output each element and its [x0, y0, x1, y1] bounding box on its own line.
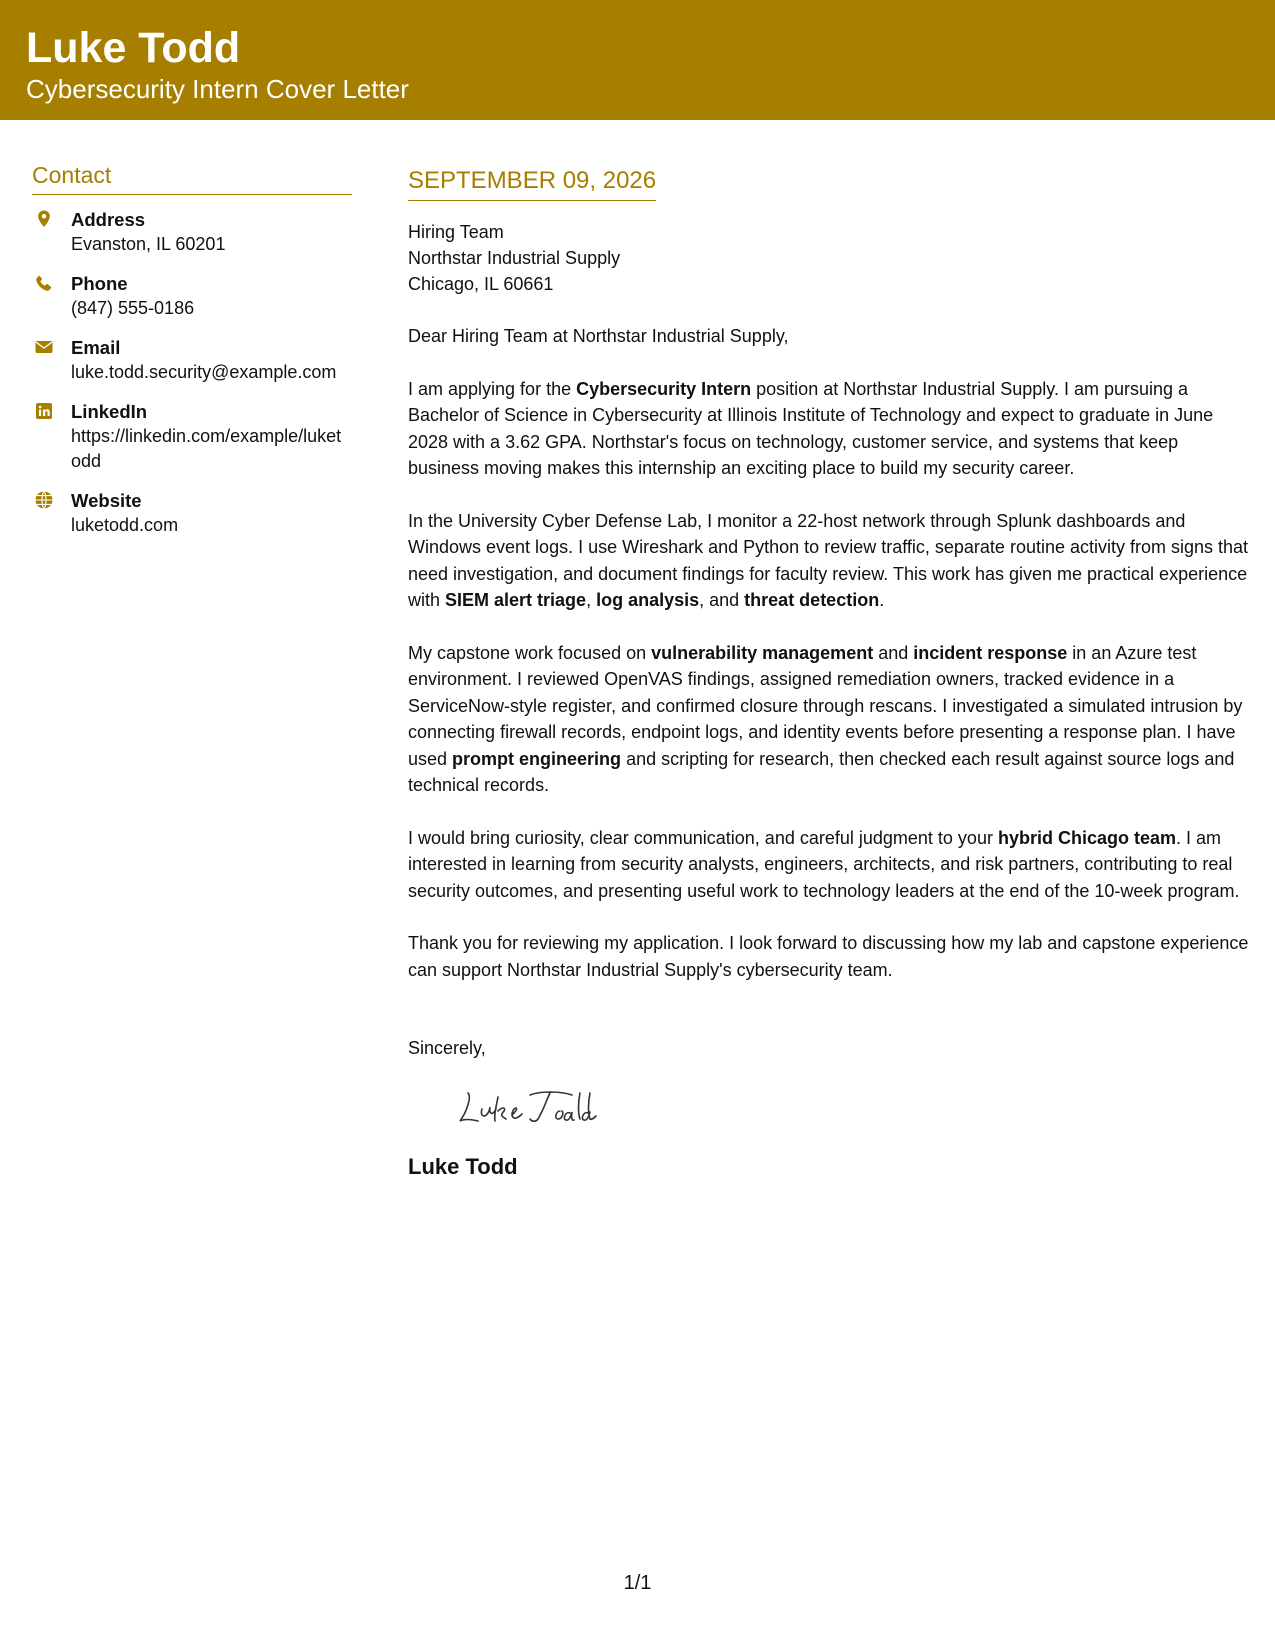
paragraph-thanks: Thank you for reviewing my application. I look forward to discussing how my lab and capstone experience can support Northstar Industrial Supply's cybersecurity team. — [408, 933, 1249, 980]
contact-value: Evanston, IL 60201 — [71, 234, 226, 254]
contact-website — [32, 488, 352, 538]
contact-email — [32, 335, 352, 385]
contact-label: Phone — [71, 273, 128, 294]
letter-body — [408, 166, 1253, 1181]
recipient-line: Chicago, IL 60661 — [408, 274, 554, 294]
paragraph-capstone: My capstone work focused on vulnerability management and incident response in an Azure test environment. I reviewed OpenVAS findings, assigned remediation owners, tracked evidence in a ServiceNow-style register, and confirmed closure through rescans. I investigated a simulated intrusion by connecting firewall records, endpoint logs, and identity events before presenting a response plan. I have used prompt engineering and scripting for research, then checked each result against source logs and technical records. — [408, 642, 1243, 795]
contact-label: Website — [71, 490, 142, 511]
contact-phone — [32, 271, 352, 321]
map-pin-icon — [34, 209, 54, 229]
signed-name: Luke Todd — [408, 1154, 518, 1179]
contact-value: https://linkedin.com/example/luketodd — [71, 426, 342, 471]
contact-value: luketodd.com — [71, 515, 179, 535]
contact-value: (847) 555-0186 — [71, 298, 195, 318]
applicant-name: Luke Todd — [26, 24, 241, 72]
contact-linkedin — [32, 399, 352, 474]
contact-sidebar — [32, 160, 352, 552]
recipient-line: Northstar Industrial Supply — [408, 248, 621, 268]
linkedin-icon — [34, 401, 54, 421]
globe-icon — [34, 490, 54, 510]
contact-label: Email — [71, 337, 121, 358]
contact-address — [32, 207, 352, 257]
page-number: 1/1 — [623, 1572, 652, 1594]
document-subtitle: Cybersecurity Intern Cover Letter — [26, 74, 409, 104]
envelope-icon — [34, 337, 54, 357]
contact-value: luke.todd.security@example.com — [71, 362, 337, 382]
closing: Sincerely, — [408, 1038, 486, 1058]
contact-heading: Contact — [32, 160, 352, 195]
paragraph-intro: I am applying for the Cybersecurity Intern position at Northstar Industrial Supply. I am pursuing a Bachelor of Science in Cybersecurity at Illinois Institute of Technology and expect to graduate in June 2028 with a 3.62 GPA. Northstar's focus on technology, customer service, and systems that keep business moving makes this internship an exciting place to build my security career. — [408, 378, 1214, 478]
recipient-line: Hiring Team — [408, 222, 504, 242]
header-banner — [0, 0, 1275, 120]
handwritten-signature — [454, 1083, 624, 1133]
phone-icon — [34, 273, 54, 293]
salutation: Dear Hiring Team at Northstar Industrial Supply, — [408, 326, 789, 346]
letter-date: SEPTEMBER 09, 2026 — [408, 166, 656, 201]
contact-label: LinkedIn — [71, 401, 148, 422]
paragraph-team-fit: I would bring curiosity, clear communication, and careful judgment to your hybrid Chicago team. I am interested in learning from security analysts, engineers, architects, and risk partners, contributing to real security outcomes, and presenting useful work to technology leaders at the end of the 10-week program. — [408, 827, 1240, 901]
paragraph-lab-experience: In the University Cyber Defense Lab, I monitor a 22-host network through Splunk dashboards and Windows event logs. I use Wireshark and Python to review traffic, separate routine activity from signs that need investigation, and document findings for faculty review. This work has given me practical experience with SIEM alert triage, log analysis, and threat detection. — [408, 510, 1249, 610]
recipient-block — [408, 219, 1253, 297]
contact-label: Address — [71, 209, 146, 230]
